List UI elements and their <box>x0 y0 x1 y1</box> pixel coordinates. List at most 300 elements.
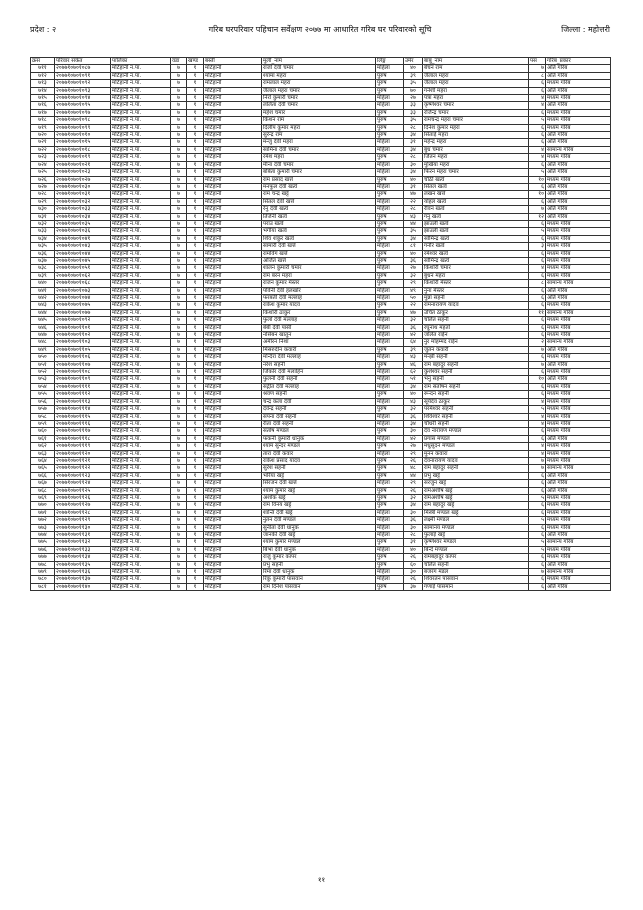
cell-ward: ७ <box>171 87 187 94</box>
cell-household-code: २०७७१०७०१०६८ <box>55 280 111 287</box>
cell-father-name: सिताई महरा <box>423 132 529 139</box>
cell-age: ३६ <box>404 517 423 524</box>
cell-ward: ७ <box>171 265 187 272</box>
cell-household-code: २०७७१०७०१०८७ <box>55 65 111 72</box>
cell-members: ५ <box>529 228 546 235</box>
cell-poverty-type: अति गरिब <box>546 287 611 294</box>
cell-block: १ <box>187 72 204 79</box>
cell-block: १ <box>187 132 204 139</box>
table-body <box>31 65 611 591</box>
cell-head-name: श्याम कुमार खट्टे <box>262 487 376 494</box>
cell-head-name: तिजेनी खत्वे <box>262 213 376 220</box>
cell-ward: ७ <box>171 569 187 576</box>
cell-poverty-type: अति गरिब <box>546 139 611 146</box>
table-row <box>31 465 611 472</box>
cell-father-name: शिवरतन पासवान <box>423 576 529 583</box>
cell-ward: ७ <box>171 435 187 442</box>
cell-ward: ७ <box>171 228 187 235</box>
cell-ward: ७ <box>171 472 187 479</box>
cell-gender: पुरुष <box>376 117 404 124</box>
cell-members: ७ <box>529 465 546 472</box>
cell-block: १ <box>187 198 204 205</box>
cell-father-name: बुध चमार <box>423 146 529 153</box>
cell-block: १ <box>187 265 204 272</box>
cell-municipality: मटिहानी न.पा. <box>111 450 171 457</box>
table-row <box>31 383 611 390</box>
cell-settlement: मटिहानी <box>204 398 262 405</box>
cell-head-name: राम बरन महरा <box>262 272 376 279</box>
cell-municipality: मटिहानी न.पा. <box>111 524 171 531</box>
cell-father-name: फुलाई खट्टे <box>423 532 529 539</box>
cell-father-name: सितल खत्वे <box>423 183 529 190</box>
cell-block: १ <box>187 183 204 190</box>
table-row <box>31 80 611 87</box>
cell-age: ४८ <box>404 465 423 472</box>
cell-household-code: २०७७१०७०११०५ <box>55 346 111 353</box>
cell-father-name: चौधरी सहनी <box>423 420 529 427</box>
col-header-serial: क्रस <box>31 58 55 65</box>
cell-gender: पुरुष <box>376 539 404 546</box>
table-row <box>31 554 611 561</box>
cell-municipality: मटिहानी न.पा. <box>111 228 171 235</box>
cell-ward: ७ <box>171 487 187 494</box>
cell-age: ३६ <box>404 324 423 331</box>
cell-ward: ७ <box>171 139 187 146</box>
cell-father-name: सामानय मण्डल <box>423 524 529 531</box>
cell-members: ६ <box>529 509 546 516</box>
cell-members: १२ <box>529 213 546 220</box>
cell-household-code: २०७७१०७०११०१ <box>55 324 111 331</box>
cell-age: ४० <box>404 546 423 553</box>
cell-members: ६ <box>529 324 546 331</box>
cell-block: १ <box>187 139 204 146</box>
cell-age: ६४ <box>404 339 423 346</box>
cell-gender: महिला <box>376 576 404 583</box>
cell-settlement: मटिहानी <box>204 480 262 487</box>
cell-municipality: मटिहानी न.पा. <box>111 220 171 227</box>
cell-poverty-type: मध्यम गरिब <box>546 95 611 102</box>
cell-age: ७० <box>404 87 423 94</box>
table-row <box>31 524 611 531</box>
cell-ward: ७ <box>171 509 187 516</box>
col-header-father-name: बाबु_नाम <box>423 58 529 65</box>
cell-block: १ <box>187 369 204 376</box>
cell-settlement: मटिहानी <box>204 354 262 361</box>
cell-settlement: मटिहानी <box>204 257 262 264</box>
cell-settlement: मटिहानी <box>204 532 262 539</box>
cell-municipality: मटिहानी न.पा. <box>111 87 171 94</box>
cell-head-name: बेबी देवी पासी <box>262 324 376 331</box>
cell-block: १ <box>187 250 204 257</box>
cell-municipality: मटिहानी न.पा. <box>111 457 171 464</box>
cell-settlement: मटिहानी <box>204 65 262 72</box>
cell-poverty-type: अति गरिब <box>546 161 611 168</box>
table-row <box>31 117 611 124</box>
table-row <box>31 146 611 153</box>
cell-municipality: मटिहानी न.पा. <box>111 354 171 361</box>
cell-age: ४४ <box>404 472 423 479</box>
cell-settlement: मटिहानी <box>204 287 262 294</box>
cell-block: १ <box>187 361 204 368</box>
cell-poverty-type: मध्यम गरिब <box>546 124 611 131</box>
cell-father-name: रामअशीष खट्टे <box>423 487 529 494</box>
cell-age: २९ <box>404 280 423 287</box>
cell-gender: महिला <box>376 413 404 420</box>
cell-head-name: अंजित खत्ते <box>262 257 376 264</box>
cell-household-code: २०७७१०७०११२३ <box>55 472 111 479</box>
cell-block: १ <box>187 146 204 153</box>
cell-father-name: बुधन महरा <box>423 272 529 279</box>
cell-ward: ७ <box>171 346 187 353</box>
cell-household-code: २०७७१०७०११०३ <box>55 339 111 346</box>
cell-block: १ <box>187 287 204 294</box>
cell-gender: पुरुष <box>376 487 404 494</box>
cell-age: २२ <box>404 302 423 309</box>
cell-ward: ७ <box>171 376 187 383</box>
cell-serial: ७१८ <box>31 117 55 124</box>
cell-poverty-type: अति गरिब <box>546 191 611 198</box>
cell-settlement: मटिहानी <box>204 154 262 161</box>
cell-household-code: २०७७१०७०१०७४ <box>55 295 111 302</box>
cell-municipality: मटिहानी न.पा. <box>111 339 171 346</box>
cell-household-code: २०७७१०७०१०९४ <box>55 95 111 102</box>
cell-ward: ७ <box>171 524 187 531</box>
cell-members: ६ <box>529 317 546 324</box>
cell-ward: ७ <box>171 80 187 87</box>
cell-poverty-type: अति गरिब <box>546 583 611 590</box>
cell-members: ६ <box>529 272 546 279</box>
cell-serial: ७५५ <box>31 391 55 398</box>
cell-poverty-type: अति गरिब <box>546 472 611 479</box>
cell-head-name: सामिना देवी चमार <box>262 146 376 153</box>
cell-poverty-type: अति गरिब <box>546 132 611 139</box>
cell-father-name: परमेश्वर सहनी <box>423 406 529 413</box>
cell-serial: ७६६ <box>31 472 55 479</box>
cell-age: ३७ <box>404 583 423 590</box>
col-header-household-code: परिवार संकेत <box>55 58 111 65</box>
table-row <box>31 176 611 183</box>
cell-ward: ७ <box>171 406 187 413</box>
cell-gender: महिला <box>376 450 404 457</box>
cell-head-name: ललिता देवी चमार <box>262 102 376 109</box>
cell-head-name: मन्दिरा देवी मल्लाह <box>262 354 376 361</box>
cell-household-code: २०७७१०७०११२२ <box>55 465 111 472</box>
cell-poverty-type: मध्यम गरिब <box>546 243 611 250</box>
cell-age: ३४ <box>404 383 423 390</box>
cell-age: २२ <box>404 198 423 205</box>
cell-municipality: मटिहानी न.पा. <box>111 502 171 509</box>
cell-settlement: मटिहानी <box>204 472 262 479</box>
cell-members: ७ <box>529 361 546 368</box>
cell-household-code: २०७७१०७०१०९१ <box>55 72 111 79</box>
cell-gender: पुरुष <box>376 302 404 309</box>
cell-household-code: २०७७१०७०११०८ <box>55 369 111 376</box>
cell-ward: ७ <box>171 124 187 131</box>
cell-members: ६ <box>529 183 546 190</box>
cell-municipality: मटिहानी न.पा. <box>111 361 171 368</box>
cell-serial: ७५१ <box>31 361 55 368</box>
cell-age: ३२ <box>404 317 423 324</box>
table-row <box>31 480 611 487</box>
cell-gender: महिला <box>376 369 404 376</box>
table-row <box>31 457 611 464</box>
cell-serial: ७२३ <box>31 154 55 161</box>
cell-head-name: रामलाल महरा <box>262 80 376 87</box>
cell-household-code: २०७७१०७०१०३४ <box>55 213 111 220</box>
cell-serial: ७१३ <box>31 80 55 87</box>
cell-poverty-type: मध्यम गरिब <box>546 443 611 450</box>
cell-members: ६ <box>529 132 546 139</box>
table-row <box>31 206 611 213</box>
cell-poverty-type: मध्यम गरिब <box>546 235 611 242</box>
cell-block: १ <box>187 309 204 316</box>
cell-gender: महिला <box>376 183 404 190</box>
cell-father-name: चलित सहनी <box>423 561 529 568</box>
cell-ward: ७ <box>171 561 187 568</box>
cell-ward: ७ <box>171 517 187 524</box>
cell-age: ३५ <box>404 117 423 124</box>
cell-gender: महिला <box>376 324 404 331</box>
cell-members: ६ <box>529 109 546 116</box>
cell-ward: ७ <box>171 250 187 257</box>
cell-head-name: प्रभु सहनी <box>262 561 376 568</box>
table-row <box>31 576 611 583</box>
cell-serial: ७२२ <box>31 146 55 153</box>
cell-father-name: रीवन खत्वे <box>423 206 529 213</box>
cell-household-code: २०७७१०७०११२४ <box>55 480 111 487</box>
cell-block: १ <box>187 413 204 420</box>
cell-serial: ७३५ <box>31 243 55 250</box>
cell-municipality: मटिहानी न.पा. <box>111 287 171 294</box>
cell-age: ३६ <box>404 413 423 420</box>
cell-block: १ <box>187 576 204 583</box>
cell-poverty-type: मध्यम गरिब <box>546 420 611 427</box>
cell-members: ६ <box>529 124 546 131</box>
cell-ward: ७ <box>171 457 187 464</box>
cell-head-name: फुलो देवी मल्लाह <box>262 317 376 324</box>
cell-father-name: पत्रा महरा <box>423 95 529 102</box>
cell-poverty-type: सामान्य गरिब <box>546 309 611 316</box>
cell-members: ६ <box>529 87 546 94</box>
cell-household-code: २०७७१०७०१०७५ <box>55 302 111 309</box>
cell-ward: ७ <box>171 169 187 176</box>
cell-block: १ <box>187 154 204 161</box>
cell-serial: ७३९ <box>31 272 55 279</box>
table-row <box>31 413 611 420</box>
cell-serial: ७७६ <box>31 546 55 553</box>
cell-household-code: २०७७१०७०११४० <box>55 583 111 590</box>
cell-gender: पुरुष <box>376 472 404 479</box>
cell-head-name: सुरेन्द्र राम <box>262 132 376 139</box>
cell-members: ५ <box>529 539 546 546</box>
cell-municipality: मटिहानी न.पा. <box>111 576 171 583</box>
cell-age: ३१ <box>404 183 423 190</box>
cell-head-name: मन्जु देवी महरा <box>262 139 376 146</box>
cell-poverty-type: अति गरिब <box>546 346 611 353</box>
cell-settlement: मटिहानी <box>204 265 262 272</box>
cell-settlement: मटिहानी <box>204 124 262 131</box>
cell-poverty-type: मध्यम गरिब <box>546 302 611 309</box>
cell-age: ४४ <box>404 220 423 227</box>
cell-father-name: फिरन महरा चमार <box>423 169 529 176</box>
cell-serial: ७२९ <box>31 198 55 205</box>
cell-father-name: लक्ष्मी मण्डल <box>423 517 529 524</box>
cell-age: ३० <box>404 509 423 516</box>
cell-household-code: २०७७१०७०१०९९ <box>55 124 111 131</box>
cell-block: १ <box>187 435 204 442</box>
cell-members: ४ <box>529 443 546 450</box>
cell-age: ३४ <box>404 235 423 242</box>
cell-ward: ७ <box>171 109 187 116</box>
cell-gender: पुरुष <box>376 154 404 161</box>
cell-father-name: उचित ठाकुर <box>423 309 529 316</box>
cell-household-code: २०७७१०७०१११६ <box>55 420 111 427</box>
cell-age: २६ <box>404 487 423 494</box>
cell-father-name: कृष्णेश्वर मण्डल <box>423 539 529 546</box>
cell-household-code: २०७७१०७०१०३६ <box>55 228 111 235</box>
cell-poverty-type: मध्यम गरिब <box>546 80 611 87</box>
cell-gender: पुरुष <box>376 457 404 464</box>
cell-poverty-type: अति गरिब <box>546 487 611 494</box>
cell-members: ६ <box>529 369 546 376</box>
cell-municipality: मटिहानी न.पा. <box>111 309 171 316</box>
cell-gender: पुरुष <box>376 235 404 242</box>
cell-members: ५ <box>529 546 546 553</box>
cell-gender: महिला <box>376 532 404 539</box>
cell-block: १ <box>187 554 204 561</box>
cell-ward: ७ <box>171 146 187 153</box>
cell-poverty-type: मध्यम गरिब <box>546 457 611 464</box>
cell-settlement: मटिहानी <box>204 524 262 531</box>
cell-household-code: २०७७१०७०११३५ <box>55 561 111 568</box>
cell-settlement: मटिहानी <box>204 376 262 383</box>
cell-members: ४ <box>529 420 546 427</box>
table-row <box>31 198 611 205</box>
cell-gender: पुरुष <box>376 228 404 235</box>
cell-block: १ <box>187 532 204 539</box>
cell-municipality: मटिहानी न.पा. <box>111 65 171 72</box>
cell-block: १ <box>187 109 204 116</box>
cell-household-code: २०७७१०७०१०९३ <box>55 87 111 94</box>
cell-ward: ७ <box>171 339 187 346</box>
cell-poverty-type: अति गरिब <box>546 532 611 539</box>
cell-age: २८ <box>404 124 423 131</box>
cell-father-name: गणाई पासमान <box>423 583 529 590</box>
cell-ward: ७ <box>171 257 187 264</box>
cell-serial: ७२६ <box>31 176 55 183</box>
cell-age: ३० <box>404 428 423 435</box>
cell-municipality: मटिहानी न.पा. <box>111 243 171 250</box>
cell-father-name: गनेशी महरा <box>423 87 529 94</box>
table-row <box>31 361 611 368</box>
table-row <box>31 502 611 509</box>
cell-household-code: २०७७१०७०११२१ <box>55 457 111 464</box>
page-header <box>30 24 610 38</box>
cell-block: १ <box>187 117 204 124</box>
cell-members: ६ <box>529 220 546 227</box>
cell-gender: पुरुष <box>376 406 404 413</box>
cell-municipality: मटिहानी न.पा. <box>111 191 171 198</box>
cell-ward: ७ <box>171 243 187 250</box>
cell-head-name: सपना देवी सहनी <box>262 413 376 420</box>
cell-block: १ <box>187 324 204 331</box>
cell-ward: ७ <box>171 494 187 501</box>
cell-father-name: चलित सहनी <box>423 317 529 324</box>
cell-settlement: मटिहानी <box>204 502 262 509</box>
cell-poverty-type: मध्यम गरिब <box>546 176 611 183</box>
cell-block: १ <box>187 191 204 198</box>
cell-head-name: फुलनी देवी सहनी <box>262 376 376 383</box>
cell-poverty-type: मध्यम गरिब <box>546 576 611 583</box>
col-header-members: पस <box>529 58 546 65</box>
cell-poverty-type: मध्यम गरिब <box>546 117 611 124</box>
table-row <box>31 443 611 450</box>
table-row <box>31 183 611 190</box>
cell-members: ३ <box>529 243 546 250</box>
table-row <box>31 102 611 109</box>
cell-poverty-type: मध्यम गरिब <box>546 369 611 376</box>
cell-serial: ७१५ <box>31 95 55 102</box>
cell-head-name: राजु कुमार कापर <box>262 554 376 561</box>
cell-municipality: मटिहानी न.पा. <box>111 583 171 590</box>
cell-poverty-type: मध्यम गरिब <box>546 391 611 398</box>
cell-gender: महिला <box>376 65 404 72</box>
cell-head-name: श्रवण सहनी <box>262 391 376 398</box>
cell-members: ७ <box>529 206 546 213</box>
cell-block: १ <box>187 124 204 131</box>
cell-members: ६ <box>529 287 546 294</box>
cell-serial: ७७१ <box>31 509 55 516</box>
cell-municipality: मटिहानी न.पा. <box>111 569 171 576</box>
cell-age: ६२ <box>404 369 423 376</box>
cell-household-code: २०७७१०७०१०४१ <box>55 235 111 242</box>
cell-age: ३४ <box>404 420 423 427</box>
cell-block: १ <box>187 583 204 590</box>
cell-head-name: जिकोर देवी मलाहिन <box>262 369 376 376</box>
cell-members: ६ <box>529 250 546 257</box>
table-row <box>31 435 611 442</box>
cell-age: २७ <box>404 443 423 450</box>
cell-members: ६ <box>529 524 546 531</box>
cell-father-name: रमेश्वर खत्वे <box>423 250 529 257</box>
cell-settlement: मटिहानी <box>204 361 262 368</box>
cell-gender: महिला <box>376 376 404 383</box>
cell-members: ६ <box>529 235 546 242</box>
cell-ward: ७ <box>171 420 187 427</box>
cell-block: १ <box>187 87 204 94</box>
cell-father-name: बेचन राम <box>423 65 529 72</box>
cell-settlement: मटिहानी <box>204 80 262 87</box>
cell-age: ४० <box>404 65 423 72</box>
cell-serial: ७४१ <box>31 287 55 294</box>
cell-gender: महिला <box>376 139 404 146</box>
cell-head-name: किशोरी ठाकुर <box>262 309 376 316</box>
cell-gender: पुरुष <box>376 465 404 472</box>
cell-father-name: रून्दन सहनी <box>423 391 529 398</box>
cell-ward: ७ <box>171 132 187 139</box>
cell-settlement: मटिहानी <box>204 428 262 435</box>
cell-municipality: मटिहानी न.पा. <box>111 324 171 331</box>
cell-household-code: २०७७१०७०११३४ <box>55 554 111 561</box>
cell-members: ६ <box>529 198 546 205</box>
cell-father-name: राम बहादुर सहनी <box>423 465 529 472</box>
cell-age: २८ <box>404 532 423 539</box>
cell-members: १० <box>529 376 546 383</box>
cell-serial: ७४० <box>31 280 55 287</box>
cell-gender: महिला <box>376 354 404 361</box>
cell-gender: पुरुष <box>376 124 404 131</box>
cell-municipality: मटिहानी न.पा. <box>111 369 171 376</box>
